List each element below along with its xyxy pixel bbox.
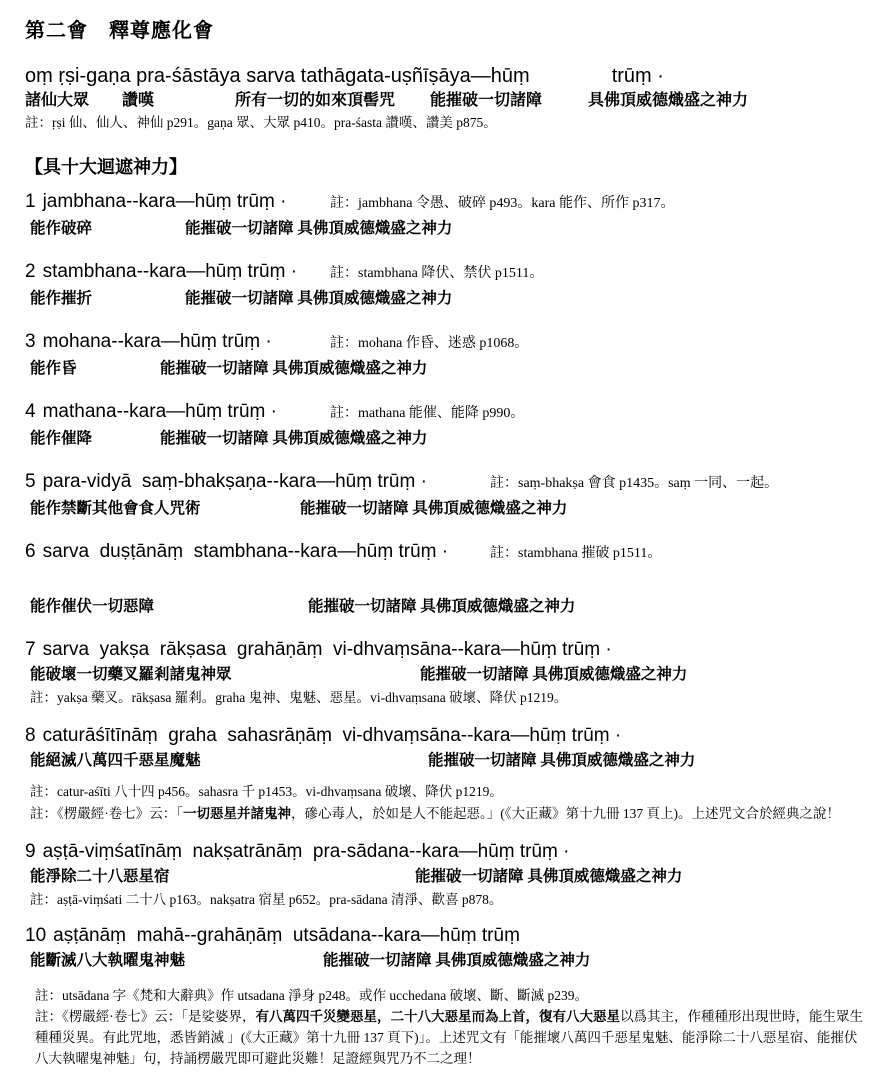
item-number: 1 xyxy=(25,191,36,212)
footer-quote-suffix: 以爲其主，作種種形出現世時，能生眾生種種災異。有此咒地，悉皆銷滅 」(《大正藏》第十九冊 137 頁下)」。上述咒文有「能摧壞八萬四千惡星鬼魅、能淨除二十八惡星宿、能摧伏八大執曜鬼神魅」句，持誦楞嚴咒即可避此災難！足證經與咒乃不二之理！ xyxy=(35,1009,863,1066)
item-note: 註：yakṣa 藥叉。rākṣasa 羅剎。graha 鬼神、鬼魅、惡星。vi-dhvaṃsana 破壞、降伏 p1219。 xyxy=(30,690,568,705)
item-gloss-left: 能斷滅八大執曜鬼神魅 xyxy=(30,952,186,969)
gloss-segment: 具佛頂威德熾盛之神力 xyxy=(588,92,749,109)
item-gloss-right: 能摧破一切諸障 具佛頂威德熾盛之神力 xyxy=(160,360,428,377)
item-gloss-line xyxy=(25,427,876,451)
item-gloss-left: 能作摧折 xyxy=(30,290,93,307)
item-number: 6 xyxy=(25,541,36,562)
item-gloss-right: 能摧破一切諸障 具佛頂威德熾盛之神力 xyxy=(415,868,683,885)
gloss-segment: 所有一切的如來頂髻咒 xyxy=(235,92,396,109)
item-gloss-left: 能作禁斷其他會食人咒術 xyxy=(30,500,201,517)
item-inline-note: 註：stambhana 摧破 p1511。 xyxy=(490,546,662,561)
gloss-segment: 讚嘆 xyxy=(122,92,155,109)
item-sanskrit: sarva yakṣa rākṣasa grahāṇāṃ vi-dhvaṃsāna--kara—hūṃ trūṃ · xyxy=(42,639,612,660)
item-gloss-right: 能摧破一切諸障 具佛頂威德熾盛之神力 xyxy=(323,952,591,969)
main-mantra-gloss xyxy=(25,89,876,113)
item-gloss-left: 能作昏 xyxy=(30,360,77,377)
item-number: 3 xyxy=(25,331,36,352)
page-title: 第二會 釋尊應化會 xyxy=(25,20,214,42)
item-gloss-left: 能作催伏一切惡障 xyxy=(30,598,155,615)
footer-notes xyxy=(25,985,876,1069)
item-number: 4 xyxy=(25,401,36,422)
item-gloss-left: 能絕滅八萬四千惡星魔魅 xyxy=(30,752,201,769)
item-inline-note: 註：jambhana 令愚、破碎 p493。kara 能作、所作 p317。 xyxy=(330,196,675,211)
item-gloss-line xyxy=(25,949,876,973)
footer-quote-prefix: 註：《楞嚴經·卷七》云：「是娑婆界， xyxy=(35,1009,256,1024)
item-gloss-line xyxy=(25,217,876,241)
item-sanskrit: caturāśītīnāṃ graha sahasrāṇāṃ vi-dhvaṃsāna--kara—hūṃ trūṃ · xyxy=(42,725,622,746)
item-inline-note: 註：mohana 作昏、迷惑 p1068。 xyxy=(330,336,529,351)
item-gloss-right: 能摧破一切諸障 具佛頂威德熾盛之神力 xyxy=(185,220,453,237)
item-gloss-line xyxy=(25,865,876,889)
item-gloss-line xyxy=(25,595,876,619)
item-inline-note: 註：mathana 能催、能降 p990。 xyxy=(330,406,525,421)
item-sanskrit-line xyxy=(25,923,876,949)
item-sanskrit: aṣṭānāṃ mahā--grahāṇāṃ utsādana--kara—hūṃ trūṃ xyxy=(53,925,520,946)
item-sanskrit: mathana--kara—hūṃ trūṃ · xyxy=(42,401,277,422)
item-gloss-line xyxy=(25,497,876,521)
mantra-item-10 xyxy=(25,923,876,973)
item-gloss-line xyxy=(25,357,876,381)
item-number: 9 xyxy=(25,841,36,862)
quote-suffix: ，磣心毒人，於如是人不能起惡。」(《大正藏》第十九冊 137 頁上)。上述咒文合於經典之說！ xyxy=(291,806,840,821)
mantra-item-5 xyxy=(25,469,876,521)
item-sanskrit: sarva duṣṭānāṃ stambhana--kara—hūṃ trūṃ · xyxy=(42,541,449,562)
item-gloss-line xyxy=(25,663,876,687)
mantra-sanskrit-tail: trūṃ · xyxy=(611,65,664,87)
item-inline-note: 註：stambhana 降伏、禁伏 p1511。 xyxy=(330,266,544,281)
item-sanskrit-line xyxy=(25,469,876,497)
item-note: 註：aṣṭā-viṃśati 二十八 p163。nakṣatra 宿星 p652。pra-sādana 清淨、歡喜 p878。 xyxy=(30,892,503,907)
item-sanskrit-line xyxy=(25,189,876,217)
footer-note-2 xyxy=(35,1006,866,1069)
item-gloss-right: 能摧破一切諸障 具佛頂威德熾盛之神力 xyxy=(185,290,453,307)
item-gloss-left: 能淨除二十八惡星宿 xyxy=(30,868,170,885)
item-inline-note: 註：saṃ-bhakṣa 會食 p1435。saṃ 一同、一起。 xyxy=(490,476,779,491)
mantra-item-9 xyxy=(25,839,876,911)
section-heading: 【具十大迴遮神力】 xyxy=(25,157,187,177)
item-gloss-left: 能作破碎 xyxy=(30,220,93,237)
item-sanskrit-line xyxy=(25,839,876,865)
item-gloss-line xyxy=(25,287,876,311)
item-gloss-right: 能摧破一切諸障 具佛頂威德熾盛之神力 xyxy=(428,752,696,769)
item-sanskrit: jambhana--kara—hūṃ trūṃ · xyxy=(42,191,287,212)
item-gloss-right: 能摧破一切諸障 具佛頂威德熾盛之神力 xyxy=(160,430,428,447)
item-number: 8 xyxy=(25,725,36,746)
item-sanskrit: para-vidyā saṃ-bhakṣaṇa--kara—hūṃ trūṃ · xyxy=(42,471,427,492)
mantra-item-2 xyxy=(25,259,876,311)
mantra-item-1 xyxy=(25,189,876,241)
mantra-item-4 xyxy=(25,399,876,451)
mantra-item-6 xyxy=(25,539,876,619)
item-sanskrit-line xyxy=(25,259,876,287)
item-sanskrit-line xyxy=(25,539,876,567)
item-sanskrit-line xyxy=(25,399,876,427)
item-number: 5 xyxy=(25,471,36,492)
item-sutra-quote xyxy=(25,803,876,825)
mantra-item-3 xyxy=(25,329,876,381)
item-number: 2 xyxy=(25,261,36,282)
gloss-segment: 能摧破一切諸障 xyxy=(430,92,543,109)
main-mantra-note: 註：ṛṣi 仙、仙人、神仙 p291。gaṇa 眾、大眾 p410。pra-śasta 讚嘆、讚美 p875。 xyxy=(25,115,497,130)
item-sanskrit: mohana--kara—hūṃ trūṃ · xyxy=(42,331,272,352)
main-mantra-line xyxy=(25,63,876,89)
item-number: 10 xyxy=(25,925,47,946)
item-sanskrit-line xyxy=(25,637,876,663)
quote-prefix: 註：《楞嚴經·卷七》云：「 xyxy=(30,806,183,821)
item-gloss-right: 能摧破一切諸障 具佛頂威德熾盛之神力 xyxy=(308,598,576,615)
item-sanskrit: stambhana--kara—hūṃ trūṃ · xyxy=(42,261,298,282)
item-sanskrit-line xyxy=(25,723,876,749)
item-number: 7 xyxy=(25,639,36,660)
item-gloss-right: 能摧破一切諸障 具佛頂威德熾盛之神力 xyxy=(420,666,688,683)
mantra-item-8 xyxy=(25,723,876,825)
gloss-segment: 諸仙大眾 xyxy=(25,92,90,109)
item-gloss-left: 能破壞一切藥叉羅剎諸鬼神眾 xyxy=(30,666,232,683)
quote-bold: 一切惡星并諸鬼神 xyxy=(183,806,291,821)
item-gloss-left: 能作催降 xyxy=(30,430,93,447)
item-note: 註：catur-aśīti 八十四 p456。sahasra 千 p1453。vi-dhvaṃsana 破壞、降伏 p1219。 xyxy=(30,784,503,799)
item-sanskrit-line xyxy=(25,329,876,357)
item-gloss-right: 能摧破一切諸障 具佛頂威德熾盛之神力 xyxy=(300,500,568,517)
footer-note-1: 註：utsādana 字《梵和大辭典》作 utsadana 淨身 p248。或作 ucchedana 破壞、斷、斷滅 p239。 xyxy=(35,988,589,1003)
footer-quote-bold: 有八萬四千災變惡星，二十八大惡星而為上首，復有八大惡星 xyxy=(255,1009,620,1024)
item-gloss-line xyxy=(25,749,876,773)
mantra-sanskrit: oṃ ṛṣi-gaṇa pra-śāstāya sarva tathāgata-uṣñīṣāya—hūṃ xyxy=(25,65,530,87)
mantra-item-7 xyxy=(25,637,876,709)
item-sanskrit: aṣṭā-viṃśatīnāṃ nakṣatrānāṃ pra-sādana--kara—hūṃ trūṃ · xyxy=(42,841,570,862)
